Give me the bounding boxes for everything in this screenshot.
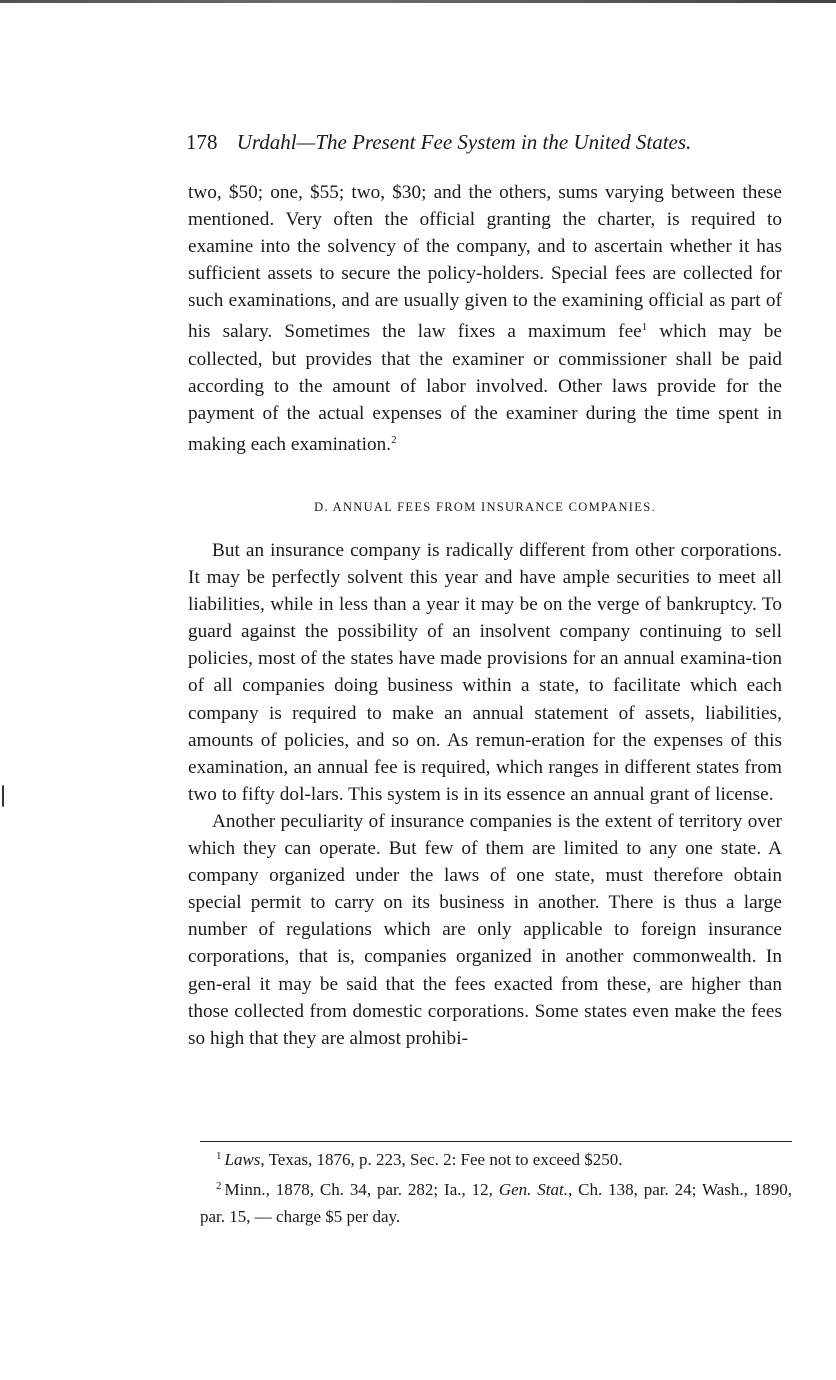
- scan-margin-mark: [2, 785, 8, 807]
- paragraph-1-part-2: which may be collected, but provides that the examiner or commissioner shall be paid according to the amount of labor involved. Other laws provide for the payment of the actual expenses of the examiner during the time spent in making each examination.: [188, 321, 783, 455]
- footnote-1-italic: Laws: [224, 1150, 261, 1169]
- footnote-ref-2: 2: [391, 433, 397, 446]
- paragraph-continued: [188, 179, 782, 458]
- running-title: Urdahl—The Present Fee System in the United States.: [236, 130, 692, 154]
- scan-top-edge: [0, 0, 836, 3]
- footnote-2-lead: Minn., 1878, Ch. 34, par. 282; Ia., 12,: [224, 1180, 499, 1199]
- body-text-top: [188, 179, 782, 458]
- footnote-1-marker: 1: [216, 1150, 222, 1162]
- footnote-1-text: , Texas, 1876, p. 223, Sec. 2: Fee not to exceed $250.: [260, 1150, 623, 1169]
- body-text-main: [188, 537, 782, 1052]
- footnote-divider: [200, 1141, 792, 1142]
- paragraph-1-part-1: two, $50; one, $55; two, $30; and the others, sums varying between these mentioned. Very often the official granting the charter, is required to examine into the solvency of the company, and to ascertain whether it has sufficient assets to secure the policy-holders. Special fees are collected for such examinations, and are usually given to the examining official as part of his salary. Sometimes the law fixes a maximum fee: [188, 182, 782, 343]
- footnote-2-italic: Gen. Stat.: [498, 1180, 568, 1199]
- paragraph-annual-fees: But an insurance company is radically different from other corporations. It may be perfectly solvent this year and have ample securities to meet all liabilities, while in less than a year it may be on the verge of bankruptcy. To guard against the possibility of an insolvent company continuing to sell policies, most of the states have made provisions for an annual examina-tion of all companies doing business within a state, to facilitate which each company is required to make an annual statement of assets, liabilities, amounts of policies, and so on. As remun-eration for the expenses of this examination, an annual fee is required, which ranges in different states from two to fifty dol-lars. This system is in its essence an annual grant of license.: [188, 540, 782, 805]
- footnote-ref-1: 1: [641, 321, 648, 334]
- section-heading: D. ANNUAL FEES FROM INSURANCE COMPANIES.: [314, 500, 656, 514]
- page-number: 178: [186, 130, 218, 154]
- footnote-2-marker: 2: [216, 1180, 222, 1192]
- footnote-2-text: , Ch. 138, par. 24; Wash., 1890, par. 15, — charge $5 per day.: [200, 1180, 792, 1226]
- footnote-1: [200, 1143, 792, 1173]
- footnotes: [200, 1143, 792, 1230]
- footnote-2: [200, 1173, 792, 1230]
- paragraph-foreign-companies: Another peculiarity of insurance companies is the extent of territory over which they can operate. But few of them are limited to any one state. A company organized under the laws of one state, must therefore obtain special permit to carry on its business in another. There is thus a large number of regulations which are only applicable to foreign insurance corporations, that is, companies organized in another commonwealth. In gen-eral it may be said that the fees exacted from these, are higher than those collected from domestic corporations. Some states even make the fees so high that they are almost prohibi-: [188, 810, 782, 1049]
- page-header: [186, 130, 786, 160]
